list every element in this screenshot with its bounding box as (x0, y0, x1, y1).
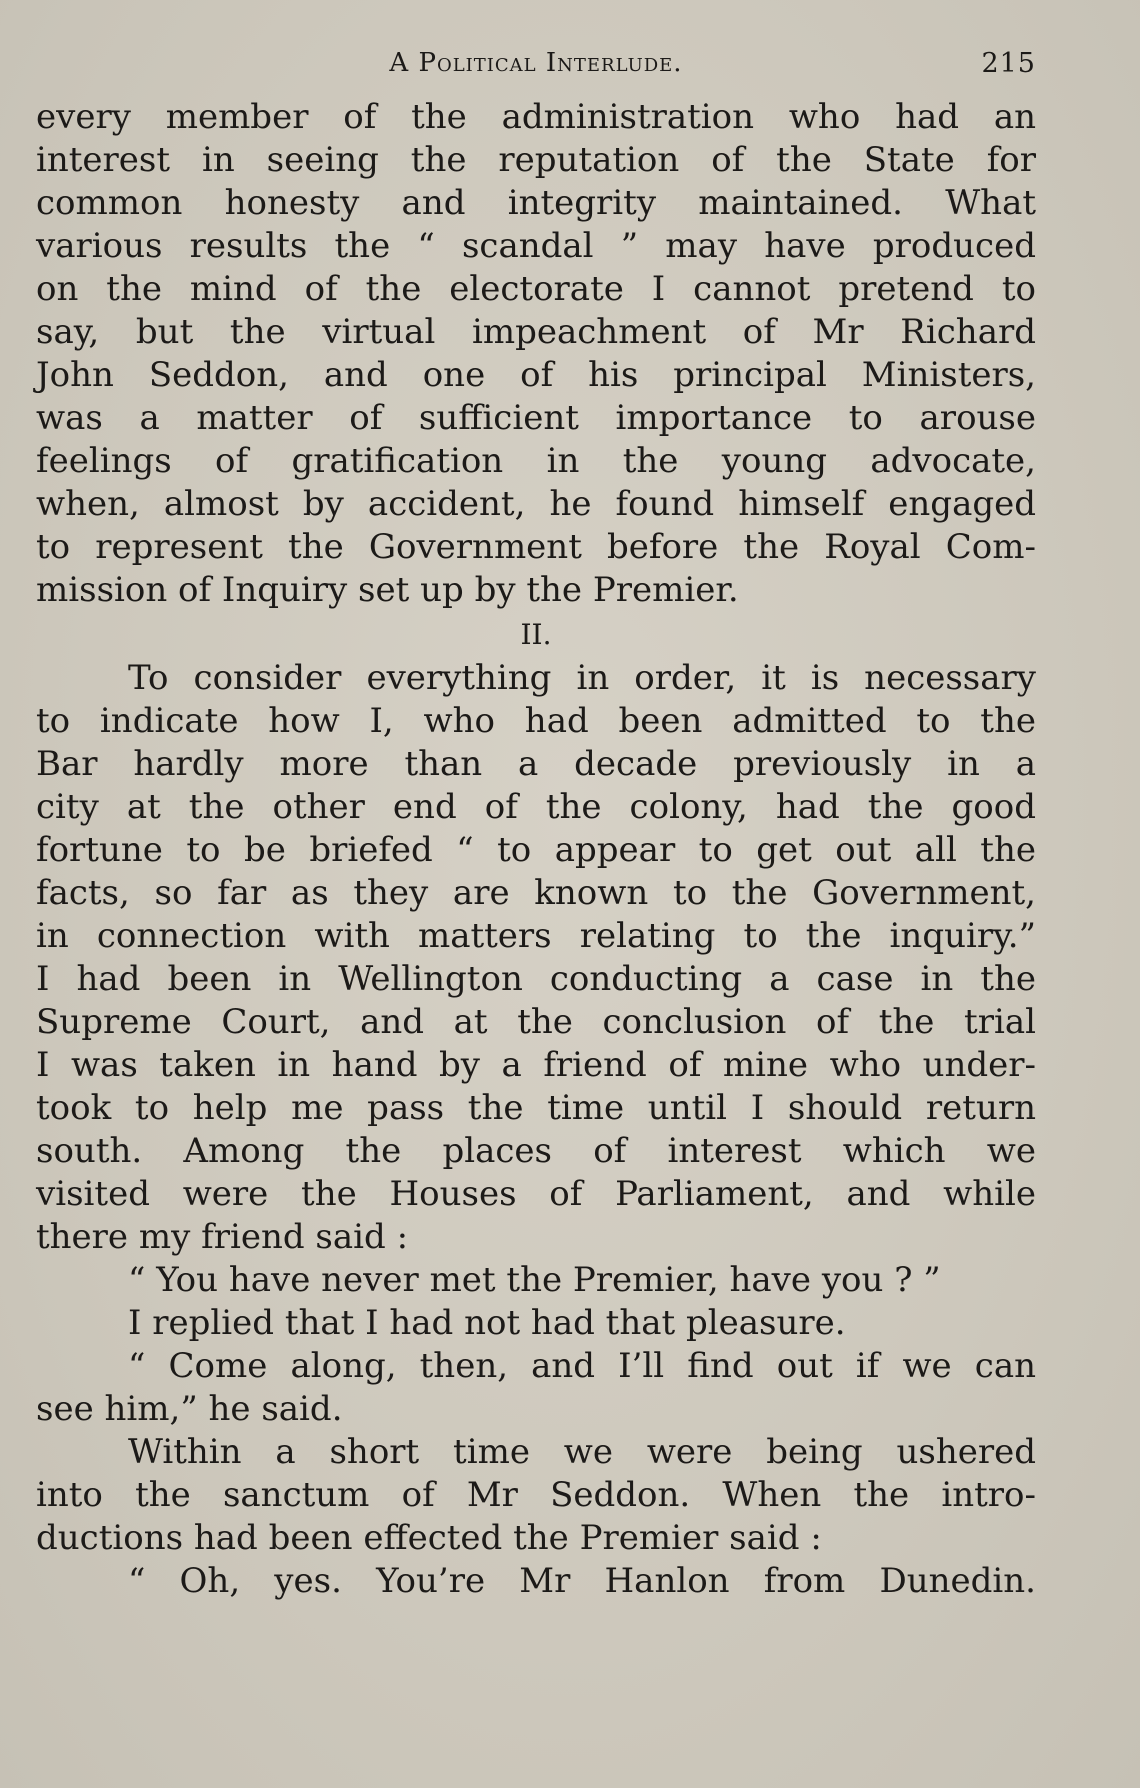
text-line: was a matter of sufficient importance to arouse (36, 398, 1036, 438)
page-number: 215 (981, 48, 1036, 79)
text-line: mission of Inquiry set up by the Premier. (36, 570, 739, 610)
text-line: feelings of gratification in the young advocate, (36, 441, 1036, 481)
text-line: see him,” he said. (36, 1389, 343, 1429)
running-head (36, 40, 1036, 86)
text-line: ductions had been effected the Premier said : (36, 1518, 822, 1558)
text-line: I had been in Wellington conducting a case in the (36, 959, 1036, 999)
text-line: John Seddon, and one of his principal Ministers, (36, 355, 1036, 395)
body-text (36, 96, 1036, 1603)
text-line: Bar hardly more than a decade previously in a (36, 744, 1036, 784)
section-number: II. (520, 618, 552, 651)
text-line: say, but the virtual impeachment of Mr Richard (36, 312, 1036, 352)
text-line: there my friend said : (36, 1217, 409, 1257)
text-line: in connection with matters relating to the inquiry.” (36, 916, 1036, 956)
text-line: to represent the Government before the Royal Com- (36, 527, 1036, 567)
dialogue-line: I replied that I had not had that pleasure. (128, 1303, 846, 1343)
text-line: various results the “ scandal ” may have produced (36, 226, 1036, 266)
text-line: city at the other end of the colony, had the good (36, 787, 1036, 827)
book-page (36, 40, 1036, 1603)
text-line: fortune to be briefed “ to appear to get out all the (36, 830, 1036, 870)
text-line: “ Oh, yes. You’re Mr Hanlon from Dunedin. (128, 1561, 1036, 1601)
text-line: into the sanctum of Mr Seddon. When the intro- (36, 1475, 1036, 1515)
text-line: facts, so far as they are known to the Government, (36, 873, 1036, 913)
text-line: south. Among the places of interest which we (36, 1131, 1036, 1171)
text-line: on the mind of the electorate I cannot pretend to (36, 269, 1036, 309)
text-line: interest in seeing the reputation of the State for (36, 140, 1036, 180)
text-line: “ Come along, then, and I’ll find out if we can (128, 1346, 1036, 1386)
text-line: to indicate how I, who had been admitted to the (36, 701, 1036, 741)
text-line: visited were the Houses of Parliament, and while (36, 1174, 1036, 1214)
text-line: To consider everything in order, it is necessary (128, 658, 1036, 698)
text-line: when, almost by accident, he found himself engaged (36, 484, 1036, 524)
text-line: common honesty and integrity maintained. What (36, 183, 1036, 223)
text-line: every member of the administration who had an (36, 97, 1036, 137)
text-line: took to help me pass the time until I should return (36, 1088, 1036, 1128)
text-line: I was taken in hand by a friend of mine who under- (36, 1045, 1036, 1085)
text-line: Supreme Court, and at the conclusion of the trial (36, 1002, 1036, 1042)
running-title: A Political Interlude. (389, 48, 683, 78)
text-line: Within a short time we were being ushered (128, 1432, 1036, 1472)
dialogue-line: “ You have never met the Premier, have you ? ” (128, 1260, 941, 1300)
